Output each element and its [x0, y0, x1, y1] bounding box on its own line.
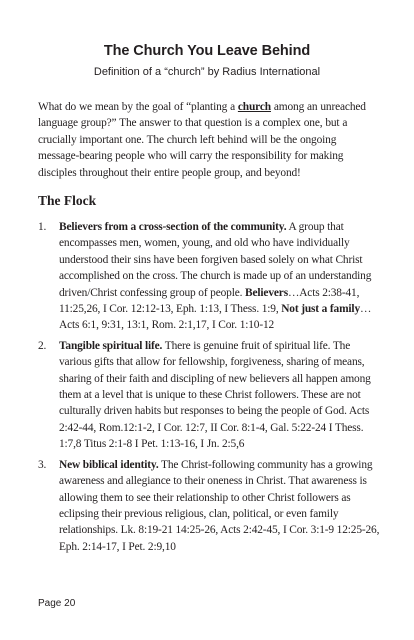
flock-list	[38, 219, 383, 559]
section-heading: The Flock	[38, 193, 97, 208]
item-lead: New biblical identity.	[59, 458, 159, 471]
item-ref-text: …Acts 2:38-41, 11:25,26, I Cor. 12:12-13, Eph. 1:13, I Thess. 1:9,	[59, 286, 360, 316]
intro-text-before: What do we mean by the goal of “planting a	[38, 101, 238, 113]
item-text: The Christ-following community has a growing awareness and allegiance to their oneness in Christ. That awareness is allowing them to see their relationship to other Christ followers as eclipsing their previous religious, clan, political, or even family relationships. Lk. 8:19-21 14:25-26, Acts 2:42-45, I Cor. 3:1-9 12:25-26, Eph. 2:14-17, I Pet. 2:9,10	[59, 458, 380, 553]
intro-paragraph	[38, 99, 380, 181]
item-ref-label: Not just a family	[281, 303, 360, 316]
item-text: A group that encompasses men, women, young, and old who have individually understood their sins have been forgiven based solely on what Christ accomplished on the cross. The church is made up of an understanding driven/Christ confessing group of people.	[59, 221, 372, 299]
list-item	[38, 219, 383, 334]
item-lead: Believers from a cross-section of the community.	[59, 221, 287, 233]
intro-highlight-church: church	[237, 101, 271, 113]
page-title: The Church You Leave Behind	[103, 43, 311, 59]
intro-text-after: among an unreached language group?” The answer to that question is a complex one, but a crucially important one. The church left behind will be the ongoing message-bearing people who will carry the responsibility for making disciples throughout their entire people group, and beyond!	[38, 101, 366, 179]
item-ref-label: Believers	[245, 286, 288, 299]
item-ref-text: … Acts 6:1, 9:31, 13:1, Rom. 2:1,17, I Cor. 1:10-12	[59, 303, 372, 332]
page-number: Page 20	[38, 598, 76, 609]
item-text: There is genuine fruit of spiritual life. The various gifts that allow for fellowship, forgiveness, sharing of means, sharing of their faith and discipling of new believers all happen among them at a level that is unique to these Christ followers. These are not culturally driven habits but responses to being the people of God. Acts 2:42-44, Rom.12:1-2, I Cor. 12:7, II Cor. 8:1-4, Gal. 5:22-24 I Thess. 1:7,8 Titus 2:1-8 I Pet. 1:13-16, I Jn. 2:5,6	[59, 339, 371, 451]
page-subtitle: Definition of a “church” by Radius International	[93, 66, 321, 78]
item-number: 1.	[38, 221, 47, 233]
list-item	[38, 457, 383, 555]
item-number: 3.	[38, 458, 47, 471]
item-lead: Tangible spiritual life.	[59, 339, 163, 352]
list-item	[38, 338, 383, 453]
item-number: 2.	[38, 339, 47, 352]
